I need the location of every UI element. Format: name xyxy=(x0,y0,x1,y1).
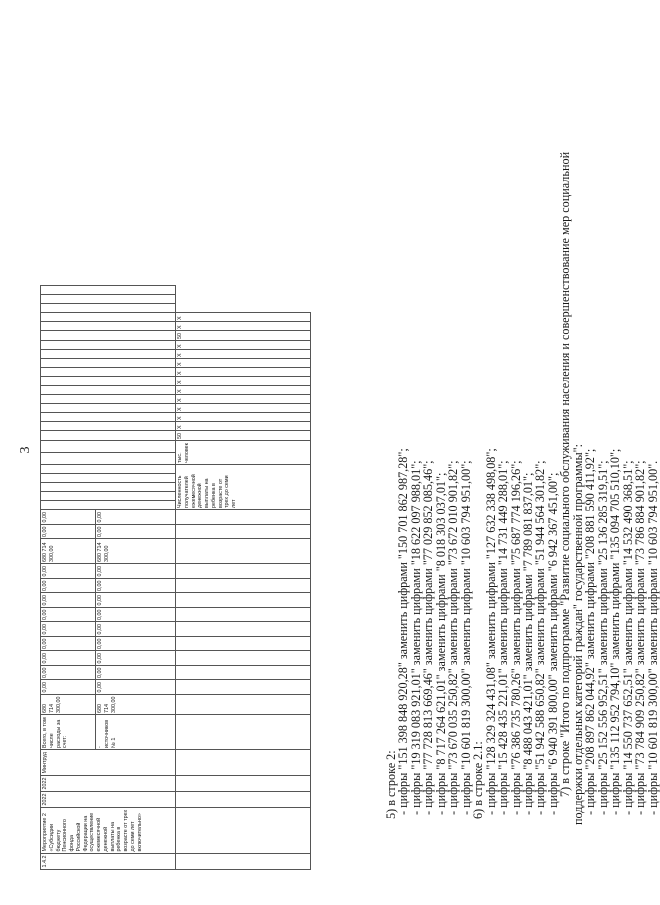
table-cell: 0,00 xyxy=(96,680,176,695)
table-cell xyxy=(176,808,311,854)
text-line: - цифры "25 152 556 952,51" заменить цифрами "25 136 285 319,51"; xyxy=(595,460,610,815)
table-cell: X xyxy=(176,377,311,386)
text-line: 6) в строке 2.1: xyxy=(471,741,486,819)
text-line: - цифры "151 398 848 920,28" заменить цифрами "150 701 862 987,28"; xyxy=(396,448,411,815)
table-cell xyxy=(176,510,311,525)
table-cell xyxy=(176,564,311,579)
table-cell: Численность получателей ежемесячной денежной выплаты на ребенка в возрасте от трех до семи лет xyxy=(176,465,311,510)
table-cell: 680 714 300,00 xyxy=(41,694,96,715)
table-cell: X xyxy=(176,413,311,422)
page-number: 3 xyxy=(18,446,33,454)
table-cell: 0,00 xyxy=(96,524,176,539)
table-cell: 0,00 xyxy=(41,564,96,579)
table-cell: 1.4.2 xyxy=(41,854,176,870)
table-cell: 0,00 xyxy=(41,607,96,622)
text-line: - цифры "10 601 819 300,00" заменить цифрами "10 603 794 951,00"; xyxy=(458,460,473,815)
table-cell xyxy=(41,465,176,474)
table-cell: 0,00 xyxy=(41,510,96,525)
text-line: - цифры "8 717 264 621,01" заменить цифрами "8 018 303 037,01"; xyxy=(433,472,448,815)
table-cell: тыс. человек xyxy=(176,441,311,465)
table-cell: 0,00 xyxy=(96,510,176,525)
text-line: - цифры "8 488 043 421,01" заменить цифрами "7 789 081 837,01"; xyxy=(520,472,535,815)
table-cell: 2022 xyxy=(41,776,176,792)
text-line: - цифры "73 670 035 250,82" заменить цифрами "73 672 010 901,82"; xyxy=(446,460,461,815)
table-cell xyxy=(41,359,176,368)
text-line: 7) в строке "Итого по подпрограмме "Развитие социального обслуживания населения и совершенствование мер социальной xyxy=(558,151,573,797)
amendment-text xyxy=(385,25,659,825)
table-cell xyxy=(41,483,176,492)
text-line: - цифры "19 319 083 921,01" заменить цифрами "18 622 097 988,01"; xyxy=(408,460,423,815)
table-cell: 680 714 300,00 xyxy=(96,694,176,715)
table-cell: 0,00 xyxy=(41,680,96,695)
table-cell xyxy=(41,350,176,359)
table-row xyxy=(41,286,96,870)
table-cell xyxy=(41,492,176,501)
table-cell xyxy=(41,295,176,304)
table-cell xyxy=(41,441,176,453)
table-cell xyxy=(41,413,176,422)
table-cell xyxy=(41,474,176,483)
table-cell xyxy=(176,607,311,622)
table-cell xyxy=(41,422,176,431)
table-cell: 2022 xyxy=(41,792,176,808)
text-line: поддержки отдельных категорий граждан" государственной программы": xyxy=(570,444,585,825)
text-line: - цифры "128 329 324 431,08" заменить цифрами "127 632 338 498,08"; xyxy=(483,448,498,815)
table-cell: Минтруд xyxy=(41,750,176,776)
table-cell xyxy=(176,593,311,608)
table-cell xyxy=(176,694,311,715)
table-cell: X xyxy=(176,404,311,413)
text-line: - цифры "6 940 391 800,00" заменить цифрами "6 942 367 451,00"; xyxy=(545,472,560,815)
table-cell: 0,00 xyxy=(96,636,176,651)
table-cell xyxy=(41,404,176,413)
table-cell: 0,00 xyxy=(41,665,96,680)
table-cell: 0,00 xyxy=(96,665,176,680)
text-line: - цифры "208 897 862 044,92" заменить цифрами "208 881 590 411,92"; xyxy=(583,448,598,815)
table-cell xyxy=(176,636,311,651)
table-cell xyxy=(176,524,311,539)
table-cell xyxy=(176,578,311,593)
table-cell: X xyxy=(176,350,311,359)
table-cell: 0,00 xyxy=(41,593,96,608)
text-line: - цифры "135 112 952 794,10" заменить цифрами "135 094 705 510,10"; xyxy=(608,448,623,815)
table-cell xyxy=(41,377,176,386)
table-row xyxy=(176,286,311,870)
table-cell: 0,00 xyxy=(41,622,96,637)
table-cell: X xyxy=(176,359,311,368)
table-cell: 0,00 xyxy=(41,578,96,593)
table-cell: - источников № 1 xyxy=(96,715,176,750)
table-cell: X xyxy=(176,386,311,395)
table-cell xyxy=(41,322,176,331)
table-cell: X xyxy=(176,422,311,431)
table-cell xyxy=(41,431,176,441)
text-line: - цифры "76 386 735 780,26" заменить цифрами "75 687 774 196,26"; xyxy=(508,460,523,815)
table-cell xyxy=(41,386,176,395)
table-cell: 50 xyxy=(176,431,311,441)
table-cell xyxy=(176,750,311,776)
table-cell: X xyxy=(176,322,311,331)
table-cell xyxy=(176,715,311,750)
table-cell: 0,00 xyxy=(96,622,176,637)
table-cell xyxy=(41,501,176,510)
table-cell: 0,00 xyxy=(96,593,176,608)
table-cell: 0,00 xyxy=(96,607,176,622)
budget-table xyxy=(40,285,311,870)
table-cell: 0,00 xyxy=(96,578,176,593)
text-line: - цифры "14 550 737 652,51" заменить цифрами "14 532 490 368,51"; xyxy=(620,460,635,815)
table-cell: X xyxy=(176,313,311,322)
table-cell xyxy=(176,539,311,564)
text-line: - цифры "77 728 813 669,46" заменить цифрами "77 029 852 085,46"; xyxy=(421,460,436,815)
table-cell: 680 714 300,00 xyxy=(41,539,96,564)
table-cell: X xyxy=(176,395,311,404)
table-cell xyxy=(41,331,176,341)
text-line: - цифры "10 601 819 300,00" заменить цифрами "10 603 794 951,00". xyxy=(645,460,660,815)
table-cell xyxy=(41,368,176,377)
table-cell: 0,00 xyxy=(41,524,96,539)
table-cell xyxy=(176,854,311,870)
table-cell xyxy=(176,792,311,808)
table-cell xyxy=(41,313,176,322)
table-cell xyxy=(176,680,311,695)
table-cell: X xyxy=(176,368,311,377)
text-line: - цифры "15 428 435 221,01" заменить цифрами "14 731 449 288,01"; xyxy=(496,460,511,815)
text-line: 5) в строке 2: xyxy=(384,750,398,819)
table-cell: 0,00 xyxy=(96,651,176,666)
table-cell: X xyxy=(176,341,311,350)
table-cell xyxy=(41,304,176,313)
table-cell xyxy=(41,395,176,404)
table-cell xyxy=(41,286,176,295)
table-cell: Всего, в том числе расходы за счет: xyxy=(41,715,96,750)
text-line: - цифры "73 784 909 250,82" заменить цифрами "73 786 884 901,82"; xyxy=(633,460,648,815)
table-cell: Мероприятие 2 «Субсидии бюджету Пенсионного фонда Российской Федерации на осуществление ежемесячной денежной выплаты на ребенка в возрасте от трех до семи лет включительно» xyxy=(41,808,176,854)
table-cell xyxy=(41,453,176,465)
table-cell xyxy=(176,665,311,680)
table-cell xyxy=(176,651,311,666)
table-cell: 680 714 300,00 xyxy=(96,539,176,564)
table-cell xyxy=(41,341,176,350)
table-cell: 0,00 xyxy=(96,564,176,579)
text-line: - цифры "51 942 588 650,82" заменить цифрами "51 944 564 301,82"; xyxy=(533,460,548,815)
table-cell xyxy=(176,622,311,637)
table-cell: 0,00 xyxy=(41,651,96,666)
table-cell: 50 xyxy=(176,331,311,341)
table-cell xyxy=(176,776,311,792)
table-cell: 0,00 xyxy=(41,636,96,651)
